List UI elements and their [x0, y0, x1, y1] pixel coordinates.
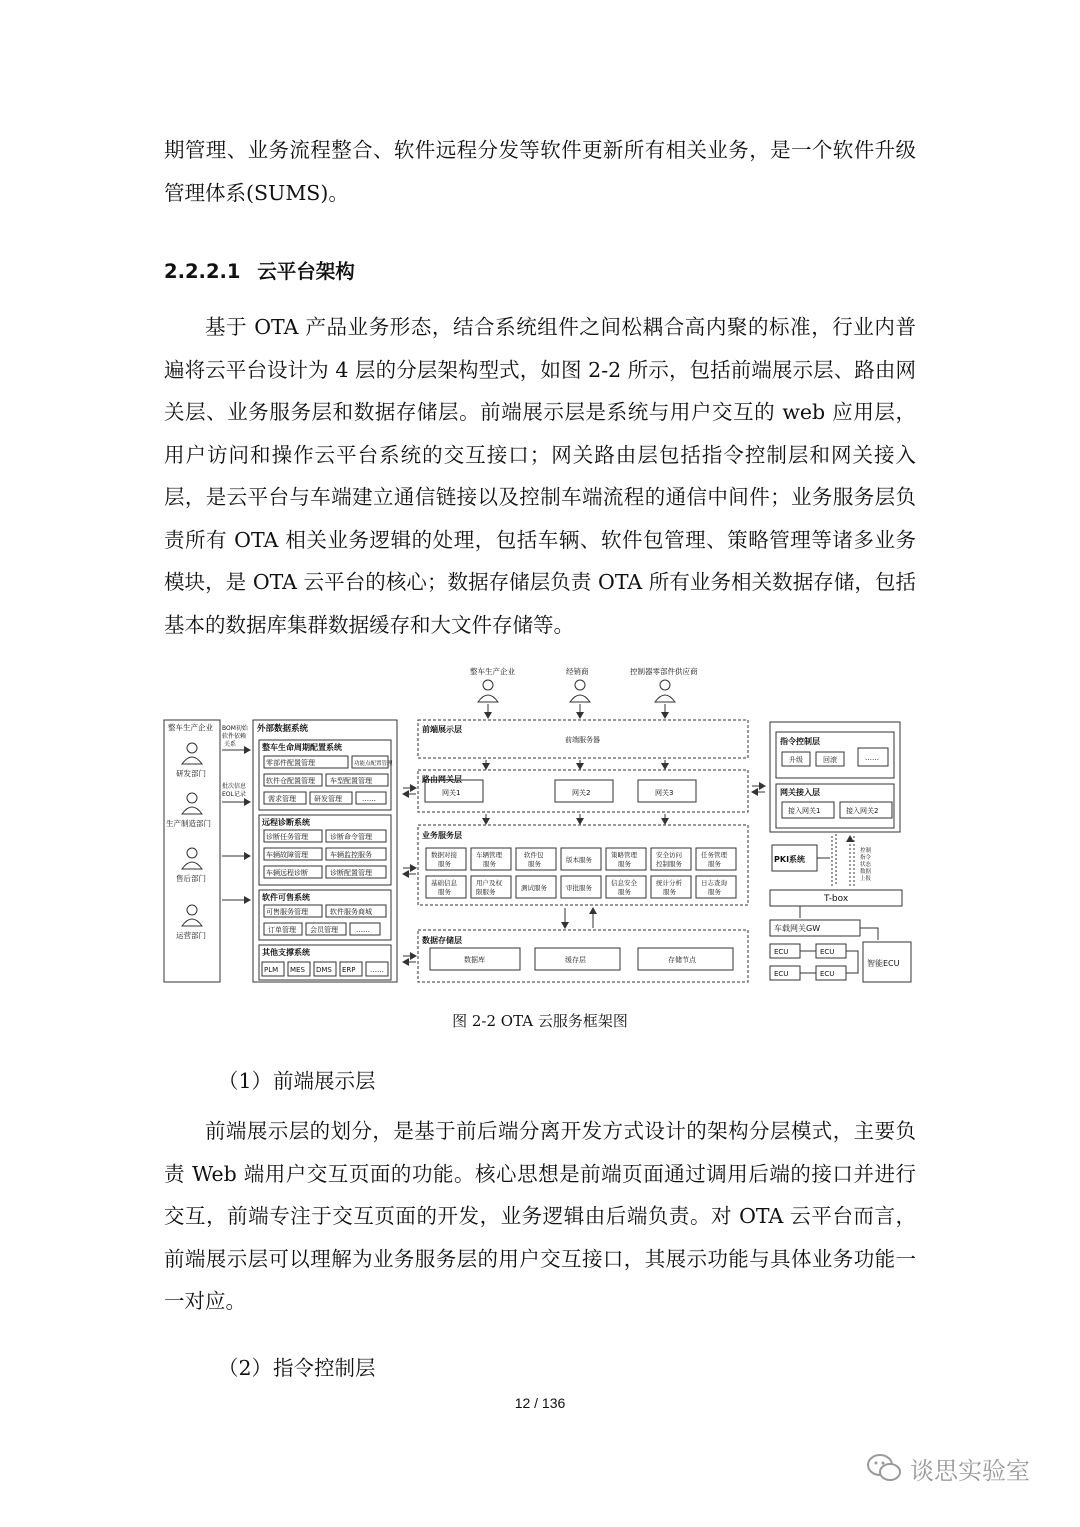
biz-item: 限服务: [476, 888, 496, 896]
subsection-1-number: （1）: [218, 1069, 273, 1093]
biz-item: 安全访问: [656, 851, 682, 859]
biz-item: 用户及权: [476, 879, 502, 887]
biz-item: 车辆管理: [476, 851, 502, 859]
architecture-paragraph: 基于 OTA 产品业务形态，结合系统组件之间松耦合高内聚的标准，行业内普遍将云平台设计为 4 层的分层架构型式，如图 2-2 所示，包括前端展示层、路由网关层、业务服务层和数据存储层。前端展示层是系统与用户交互的 web 应用层，用户访问和操作云平台系统的交互接口；网关路由层包括指令控制层和网关接入层，是云平台与车端建立通信链接以及控制车端流程的通信中间件；业务服务层负责所有 OTA 相关业务逻辑的处理，包括车辆、软件包管理、策略管理等诸多业务模块，是 OTA 云平台的核心；数据存储层负责 OTA 所有业务相关数据存储，包括基本的数据库集群数据缓存和大文件存储等。: [164, 315, 916, 637]
biz-item: 服务: [618, 860, 631, 868]
dept-rd: 研发部门: [176, 769, 206, 778]
subsection-2-title: 指令控制层: [273, 1356, 376, 1380]
wechat-icon: [866, 1453, 902, 1483]
diag-item: 车辆故障管理: [266, 851, 308, 859]
actor-dealer-icon: [570, 680, 590, 702]
access-item: 接入网关1: [788, 807, 821, 815]
diag-item: 诊断命令管理: [330, 833, 372, 841]
sales-item: 会员管理: [310, 926, 338, 934]
dept-aftersales-icon: [182, 848, 202, 869]
biz-item: 服务: [618, 888, 631, 896]
ecu: ECU: [820, 948, 835, 956]
actor-supplier-label: 控制器零部件供应商: [630, 667, 698, 676]
intro-paragraph: 期管理、业务流程整合、软件远程分发等软件更新所有相关业务，是一个软件升级管理体系(SUMS)。: [164, 138, 916, 205]
actor-dealer-label: 经销商: [566, 667, 589, 676]
plm-title: 整车生命周期配置系统: [262, 743, 342, 752]
other-item: DMS: [316, 966, 332, 974]
smart-ecu: 智能ECU: [867, 959, 900, 968]
plm-item: 软件仓配置管理: [266, 777, 315, 785]
ecu: ECU: [774, 970, 789, 978]
vertical-label: 上报: [860, 876, 872, 882]
diag-item: 诊断任务管理: [266, 833, 308, 841]
actor-manufacturer-icon: [478, 680, 498, 702]
ota-cloud-architecture-figure: [160, 660, 920, 990]
arrow-label-deps: 软件依赖: [222, 733, 247, 740]
biz-item: 软件包: [524, 851, 544, 859]
vertical-label: 状态: [860, 862, 872, 868]
subsection-2-number: （2）: [218, 1356, 273, 1380]
biz-item: 服务: [528, 860, 541, 868]
frontend-paragraph: 前端展示层的划分，是基于前后端分离开发方式设计的架构分层模式，主要负责 Web 端用户交互页面的功能。核心思想是前端页面通过调用后端的接口并进行交互，前端专注于交互页面的开发，业务逻辑由后端负责。对 OTA 云平台而言，前端展示层可以理解为业务服务层的用户交互接口，其展示功能与具体业务功能一一对应。: [164, 1119, 916, 1313]
arrow-label-relation: 关系: [224, 741, 237, 748]
cmd-item: 回滚: [823, 756, 837, 764]
plm-item: 零部件配置管理: [266, 759, 315, 767]
sales-item: 可售服务管理: [266, 908, 308, 916]
sales-item: 软件服务商城: [330, 908, 372, 916]
gateway-layer-title: 路由网关层: [422, 775, 462, 784]
gateway-item: 网关2: [572, 789, 591, 797]
biz-item: 服务: [708, 860, 721, 868]
watermark-text: 谈思实验室: [910, 1456, 1030, 1485]
biz-item: 数据对接: [431, 851, 457, 859]
biz-item: 服务: [483, 860, 496, 868]
gateway-item: 网关1: [442, 789, 461, 797]
other-item: ……: [370, 966, 384, 974]
gateway-item: 网关3: [655, 789, 674, 797]
sales-item: 订单管理: [268, 926, 296, 934]
biz-item: 测试服务: [521, 884, 547, 892]
pki-system: PKI系统: [774, 855, 806, 864]
biz-item: 任务管理: [701, 851, 727, 859]
external-systems-title: 外部数据系统: [257, 724, 309, 734]
biz-item: 信息安全: [611, 879, 637, 887]
left-box-title: 整车生产企业: [168, 723, 213, 732]
biz-item: 服务: [663, 888, 676, 896]
biz-item: 策略管理: [611, 851, 637, 859]
vertical-label: 数据: [860, 869, 872, 875]
other-title: 其他支撑系统: [262, 948, 310, 957]
dept-operations: 运营部门: [176, 931, 206, 940]
arrow-label-bom: BOM初始: [222, 725, 248, 732]
sales-title: 软件可售系统: [262, 893, 310, 902]
dept-rd-icon: [182, 743, 202, 764]
dept-operations-icon: [182, 905, 202, 926]
diag-title: 远程诊断系统: [262, 818, 310, 827]
plm-item: 研发管理: [314, 795, 342, 803]
watermark: [866, 1448, 1030, 1488]
other-item: PLM: [264, 966, 279, 974]
diag-item: 车辆监控服务: [330, 851, 372, 859]
biz-item: 控制服务: [656, 860, 682, 868]
sales-item: ……: [356, 926, 370, 934]
data-item: 存储节点: [668, 956, 696, 964]
page-number: 12 / 136: [514, 1395, 566, 1411]
ecu: ECU: [820, 970, 835, 978]
subsection-1-title: 前端展示层: [273, 1069, 376, 1093]
front-layer-title: 前端展示层: [422, 725, 462, 734]
cmd-item: ……: [865, 754, 879, 762]
plm-item: 功能点配置管理: [354, 761, 393, 767]
tbox: T-box: [824, 894, 849, 904]
access-layer-title: 网关接入层: [780, 788, 820, 797]
actor-supplier-icon: [655, 680, 675, 702]
vehicle-gateway: 车载网关GW: [774, 924, 821, 933]
front-server: 前端服务器: [565, 736, 600, 744]
biz-item: 审批服务: [566, 884, 592, 892]
data-item: 缓存层: [565, 956, 586, 964]
dept-aftersales: 售后部门: [176, 874, 206, 883]
biz-item: 统计分析: [656, 879, 682, 887]
arrow-label-batch: 批次信息: [222, 783, 247, 790]
section-heading: [164, 256, 355, 284]
access-item: 接入网关2: [846, 807, 879, 815]
biz-item: 版本服务: [566, 856, 592, 864]
biz-item: 基础信息: [431, 879, 457, 887]
subsection-1: [218, 1064, 376, 1094]
dept-manufacturing: 生产制造部门: [166, 819, 211, 828]
diag-item: 诊断配置管理: [330, 869, 372, 877]
figure-caption: 图 2-2 OTA 云服务框架图: [452, 1012, 628, 1030]
diag-item: 车辆远程诊断: [266, 869, 308, 877]
dept-manufacturing-icon: [182, 793, 202, 814]
plm-item: ……: [362, 795, 376, 803]
biz-layer-title: 业务服务层: [422, 831, 462, 840]
biz-item: 服务: [438, 888, 451, 896]
vertical-label: 控制: [860, 848, 872, 854]
cmd-layer-title: 指令控制层: [780, 737, 820, 746]
vertical-label: 指令: [860, 855, 872, 861]
data-item: 数据库: [464, 956, 485, 964]
biz-item: 服务: [438, 860, 451, 868]
biz-item: 服务: [708, 888, 721, 896]
other-item: MES: [290, 966, 305, 974]
biz-item: 日志查询: [701, 879, 727, 887]
section-title: 云平台架构: [257, 260, 355, 283]
arrow-label-eol: EOL记录: [222, 791, 246, 798]
actor-manufacturer-label: 整车生产企业: [470, 667, 515, 676]
plm-item: 需求管理: [268, 795, 296, 803]
cmd-item: 升级: [789, 756, 803, 764]
other-item: ERP: [342, 966, 356, 974]
subsection-2: [218, 1351, 376, 1381]
ecu: ECU: [774, 948, 789, 956]
plm-item: 车型配置管理: [330, 777, 372, 785]
data-layer-title: 数据存储层: [422, 936, 462, 945]
section-number: 2.2.2.1: [164, 260, 241, 283]
